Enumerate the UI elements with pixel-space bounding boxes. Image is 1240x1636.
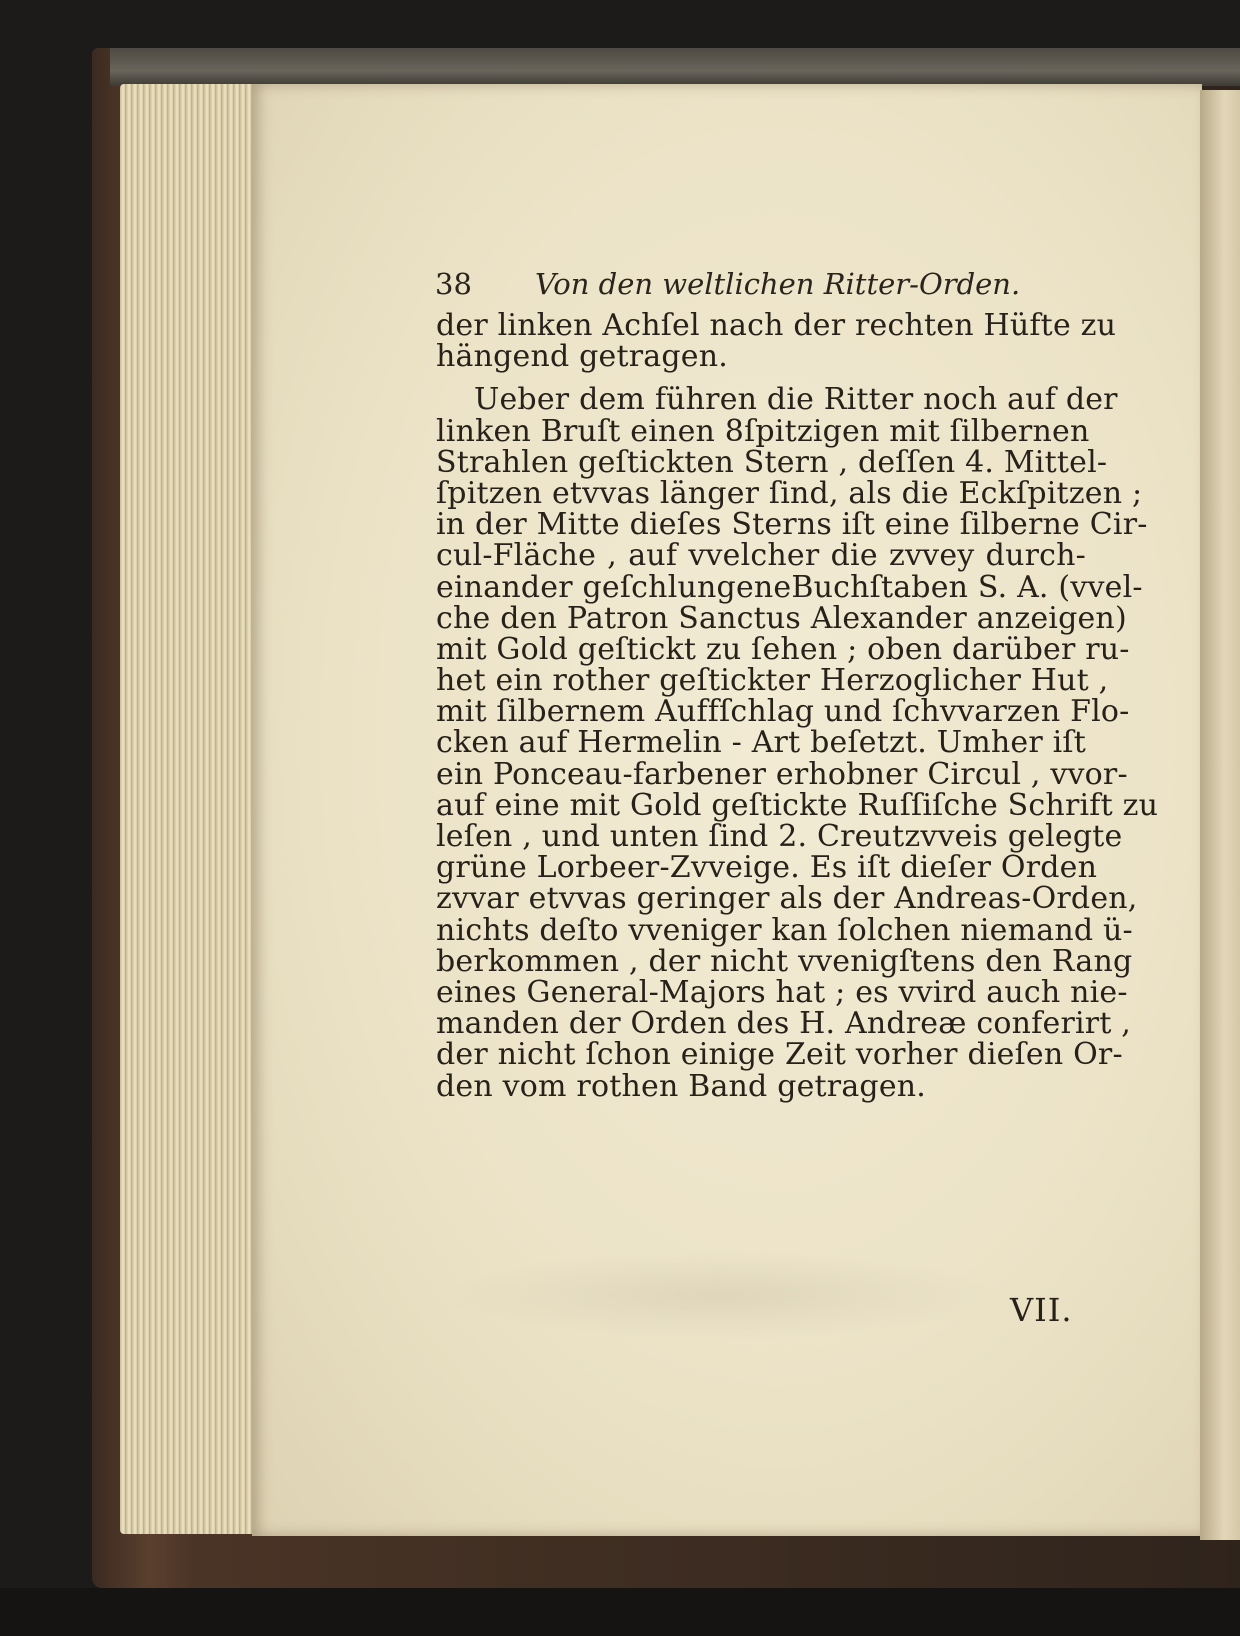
catchword: VII.: [1010, 1291, 1073, 1329]
page-edges: [120, 84, 256, 1534]
text-line: der linken Achſel nach der rechten Hüfte zu: [436, 308, 1117, 343]
background-strip: [0, 1588, 1240, 1636]
page-header: [435, 262, 1020, 306]
text-line: che den Patron Sanctus Alexander anzeigen): [436, 600, 1127, 636]
body-text: [436, 308, 1159, 1104]
text-line: linken Bruſt einen 8ſpitzigen mit ſilbernen: [436, 413, 1090, 449]
text-line: nichts deſto vveniger kan ſolchen niemand ü-: [436, 912, 1133, 948]
text-line: mit ſilbernem Auffſchlag und ſchvvarzen Flo-: [436, 694, 1130, 730]
text-line: eines General-Majors hat ; es vvird auch nie-: [436, 974, 1128, 1010]
text-line: auf eine mit Gold geſtickte Ruſſiſche Schrift zu: [436, 787, 1159, 823]
text-line: berkommen , der nicht vvenigſtens den Rang: [436, 943, 1133, 979]
text-line: Strahlen geſtickten Stern , deſſen 4. Mittel-: [436, 444, 1108, 480]
text-line: hängend getragen.: [436, 339, 729, 375]
text-line: cul-Fläche , auf vvelcher die zvvey durch-: [436, 538, 1086, 574]
page-number: 38: [435, 267, 472, 301]
text-line: manden der Orden des H. Andreæ conferirt ,: [436, 1006, 1132, 1042]
text-line: cken auf Hermelin - Art beſetzt. Umher iſt: [436, 725, 1086, 761]
running-title: Von den weltlichen Ritter-Orden.: [535, 267, 1021, 301]
facing-page-edge: [1200, 90, 1240, 1540]
text-line: ſpitzen etvvas länger ſind, als die Eckſpitzen ;: [436, 475, 1143, 511]
text-line: mit Gold geſtickt zu ſehen ; oben darüber ru-: [436, 631, 1130, 667]
show-through-ink: [440, 1250, 1000, 1340]
text-line: Ueber dem führen die Ritter noch auf der: [474, 382, 1118, 418]
text-line: het ein rother geſtickter Herzoglicher Hut ,: [436, 663, 1109, 699]
text-line: grüne Lorbeer-Zvveige. Es iſt dieſer Orden: [436, 850, 1098, 886]
text-line: leſen , und unten ſind 2. Creutzvveis gelegte: [436, 819, 1123, 854]
text-line: in der Mitte dieſes Sterns iſt eine ſilberne Cir-: [436, 507, 1148, 543]
text-line: einander geſchlungeneBuchſtaben S. A. (vvel-: [436, 569, 1143, 605]
text-line: der nicht ſchon einige Zeit vorher dieſen Or-: [436, 1037, 1123, 1073]
text-line: zvvar etvvas geringer als der Andreas-Orden,: [436, 881, 1138, 917]
book-spine-edge: [110, 48, 1240, 86]
text-line: ein Ponceau-farbener erhobner Circul , vvor-: [436, 756, 1128, 792]
text-line: den vom rothen Band getragen.: [436, 1068, 927, 1104]
